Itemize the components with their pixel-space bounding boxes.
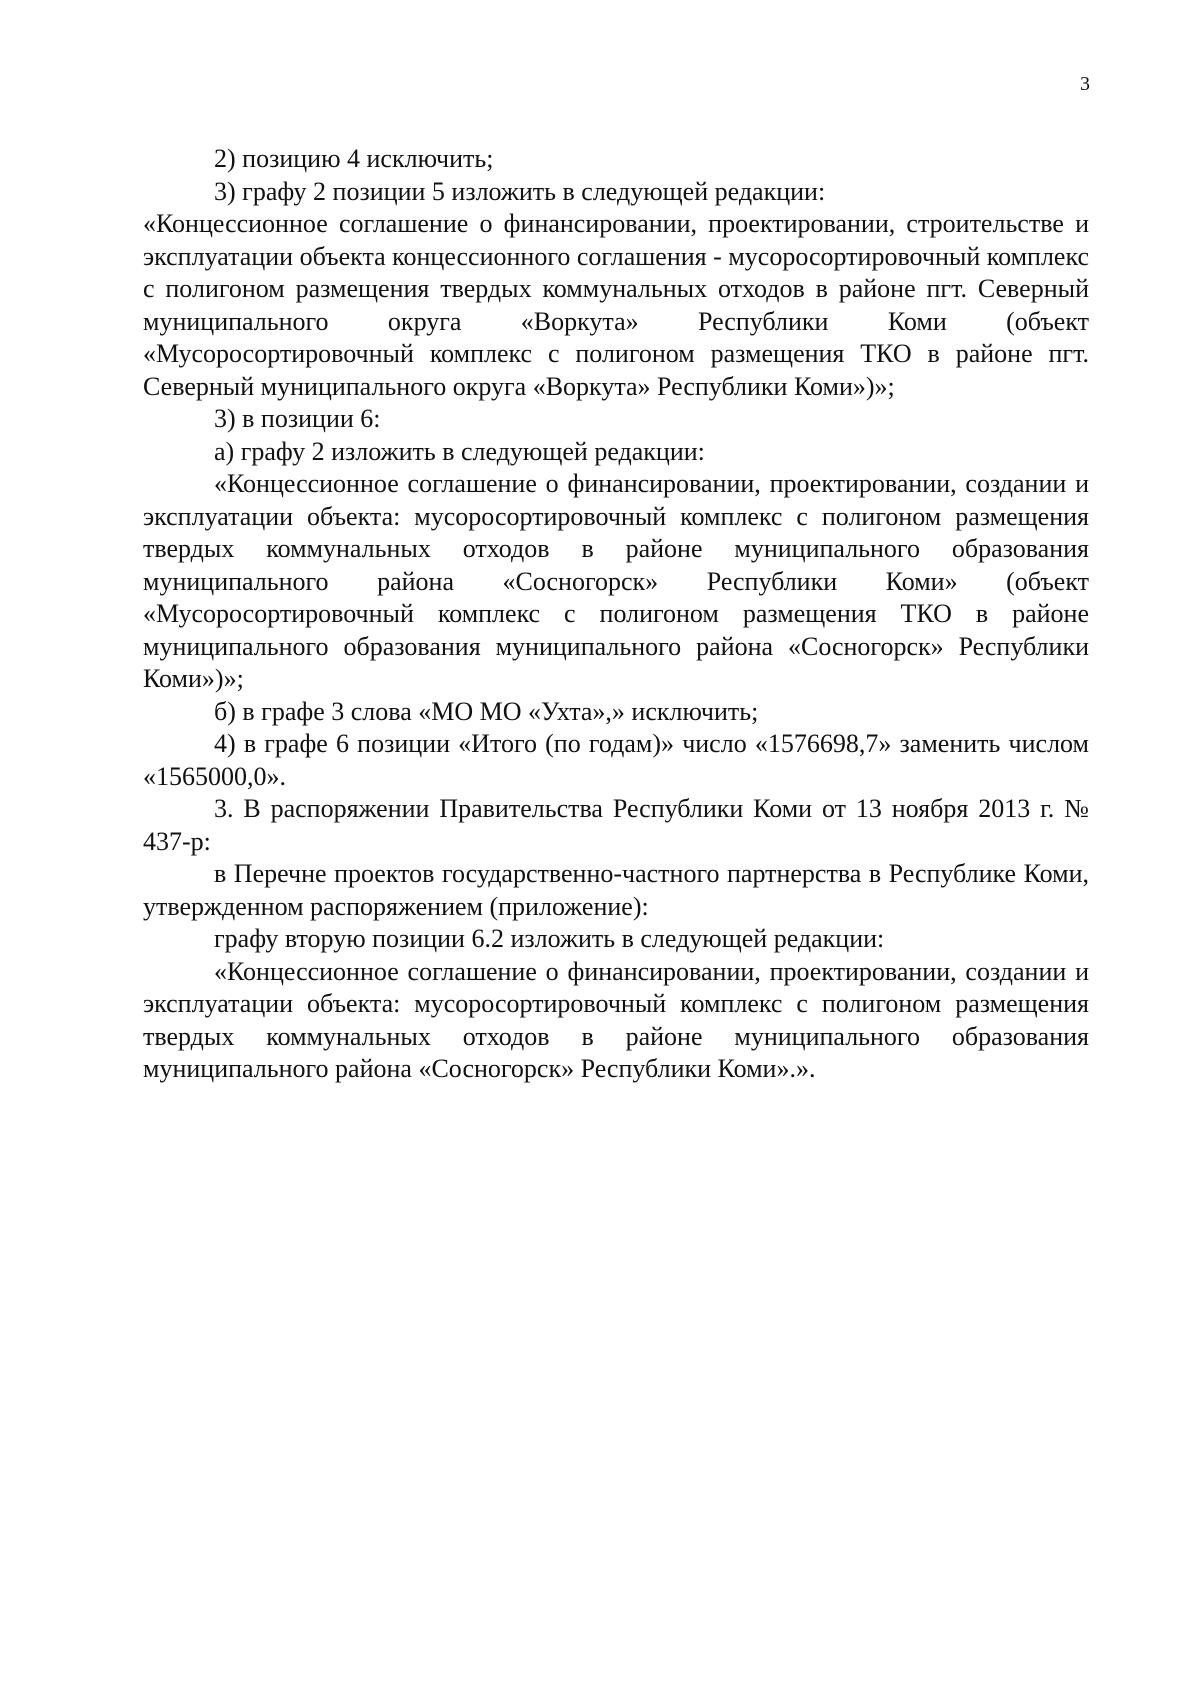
paragraph-total-by-years: 4) в графе 6 позиции «Итого (по годам)» число «1576698,7» заменить числом «1565000,0». (143, 729, 1089, 791)
paragraph-position-4-exclude: 2) позицию 4 исключить; (214, 144, 494, 173)
paragraph-position-5-column-2: 3) графу 2 позиции 5 изложить в следующей редакции: (214, 176, 826, 206)
page-number: 3 (1080, 73, 1090, 95)
paragraph-sosnogorsk-concession-text: «Концессионное соглашение о финансировании, проектировании, создании и эксплуатации объекта: мусоросортировочный комплекс с полигоном размещения твердых коммунальных отходов в районе муниципального образования муниципального района «Сосногорск» Республики Коми» (объект «Мусоросортировочный комплекс с полигоном размещения ТКО в районе муниципального образования муниципального района «Сосногорск» Республики Коми»)»; (143, 469, 1089, 693)
paragraph-column-3-ukhta: б) в графе 3 слова «МО МО «Ухта»,» исключить; (214, 696, 759, 726)
paragraph-position-6-column-2: а) графу 2 изложить в следующей редакции: (214, 436, 705, 466)
paragraph-position-6-2: графу вторую позиции 6.2 изложить в следующей редакции: (214, 924, 885, 953)
paragraph-final-concession-text: «Концессионное соглашение о финансировании, проектировании, создании и эксплуатации объекта: мусоросортировочный комплекс с полигоном размещения твердых коммунальных отходов в районе муниципального образования муниципального района «Сосногорск» Республики Коми».». (143, 956, 1089, 1083)
paragraph-order-437-r: 3. В распоряжении Правительства Республики Коми от 13 ноября 2013 г. № 437-р: (143, 794, 1089, 856)
document-body (143, 143, 1089, 1086)
paragraph-position-6: 3) в позиции 6: (214, 404, 381, 433)
paragraph-vorkuta-concession-text: «Концессионное соглашение о финансировании, проектировании, строительстве и эксплуатации объекта концессионного соглашения - мусоросортировочный комплекс с полигоном размещения твердых коммунальных отходов в районе пгт. Северный муниципального округа «Воркута» Республики Коми (объект «Мусоросортировочный комплекс с полигоном размещения ТКО в районе пгт. Северный муниципального округа «Воркута» Республики Коми»)»; (143, 209, 1089, 401)
paragraph-ppp-projects-list: в Перечне проектов государственно-частного партнерства в Республике Коми, утвержденном распоряжением (приложение): (143, 859, 1089, 921)
